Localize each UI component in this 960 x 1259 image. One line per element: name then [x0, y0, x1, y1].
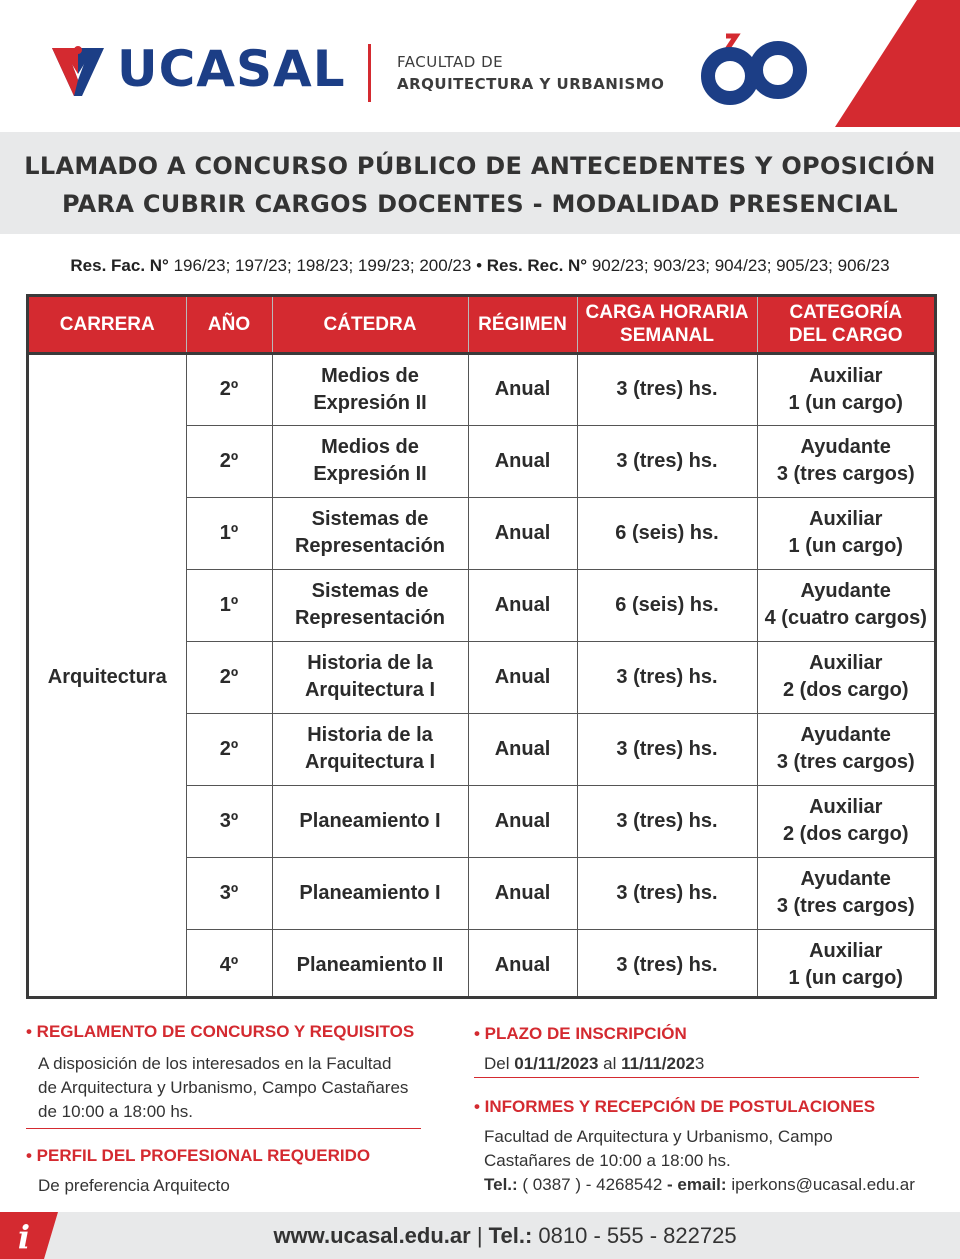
title-line-1: LLAMADO A CONCURSO PÚBLICO DE ANTECEDENTES Y OPOSICIÓN [24, 152, 936, 180]
res-fac-label: Res. Fac. N° [70, 256, 169, 275]
reglamento-text [38, 1052, 408, 1124]
informes-tel-label: Tel.: [484, 1175, 518, 1194]
cell-catedra: Planeamiento I [272, 785, 468, 857]
informes-email-label: - email: [667, 1175, 727, 1194]
cell-catedra: Historia de la Arquitectura I [272, 713, 468, 785]
cell-carga-horaria: 3 (tres) hs. [577, 857, 757, 929]
title-line-2: PARA CUBRIR CARGOS DOCENTES - MODALIDAD PRESENCIAL [62, 190, 898, 218]
reglamento-line-2: de Arquitectura y Urbanismo, Campo Castañares [38, 1078, 409, 1097]
faculty-line-2: ARQUITECTURA Y URBANISMO [397, 75, 665, 93]
plazo-del: Del [484, 1054, 510, 1073]
table-header-row [29, 297, 934, 353]
plazo-text [484, 1052, 704, 1076]
red-corner-decoration [835, 0, 960, 127]
info-badge-letter: i [17, 1218, 31, 1256]
logo-divider [368, 44, 371, 102]
header-anio: AÑO [186, 297, 272, 353]
perfil-title: • PERFIL DEL PROFESIONAL REQUERIDO [26, 1146, 371, 1165]
cell-categoria: Ayudante 3 (tres cargos) [757, 425, 934, 497]
logo-text: UCASAL [117, 40, 346, 98]
cell-regimen: Anual [468, 929, 577, 999]
cell-anio: 2º [186, 425, 272, 497]
cell-categoria: Auxiliar 2 (dos cargo) [757, 641, 934, 713]
cell-categoria: Ayudante 3 (tres cargos) [757, 857, 934, 929]
header [0, 0, 960, 132]
informes-line-2: Castañares de 10:00 a 18:00 hs. [484, 1151, 731, 1170]
cell-categoria: Auxiliar 1 (un cargo) [757, 497, 934, 569]
plazo-rule [474, 1077, 919, 1078]
res-separator: • [476, 256, 483, 275]
cell-anio: 2º [186, 713, 272, 785]
cell-catedra: Planeamiento II [272, 929, 468, 999]
plazo-title: • PLAZO DE INSCRIPCIÓN [474, 1024, 687, 1043]
cell-carga-horaria: 3 (tres) hs. [577, 425, 757, 497]
header-carrera: CARRERA [29, 297, 186, 353]
cell-regimen: Anual [468, 569, 577, 641]
cell-regimen: Anual [468, 785, 577, 857]
cell-carga-horaria: 6 (seis) hs. [577, 497, 757, 569]
cell-categoria: Ayudante 4 (cuatro cargos) [757, 569, 934, 641]
faculty-line-1: FACULTAD DE [397, 53, 504, 71]
cell-regimen: Anual [468, 857, 577, 929]
cell-anio: 1º [186, 497, 272, 569]
cell-anio: 2º [186, 353, 272, 425]
cell-catedra: Sistemas de Representación [272, 569, 468, 641]
cell-carga-horaria: 3 (tres) hs. [577, 929, 757, 999]
reglamento-title: • REGLAMENTO DE CONCURSO Y REQUISITOS [26, 1022, 415, 1041]
reglamento-line-3: de 10:00 a 18:00 hs. [38, 1102, 194, 1121]
informes-contact [484, 1173, 915, 1197]
informes-text [484, 1125, 915, 1197]
informes-title: • INFORMES Y RECEPCIÓN DE POSTULACIONES [474, 1097, 876, 1116]
anniversary-60-logo-icon [700, 30, 810, 105]
cell-carrera: Arquitectura [29, 353, 186, 999]
footer-web-link[interactable]: www.ucasal.edu.ar [273, 1223, 471, 1248]
res-rec-label: Res. Rec. N° [486, 256, 588, 275]
cell-anio: 1º [186, 569, 272, 641]
plazo-to-end: 3 [694, 1054, 705, 1073]
footer-separator: | [476, 1223, 483, 1248]
cell-carga-horaria: 6 (seis) hs. [577, 569, 757, 641]
footer-tel-value: 0810 - 555 - 822725 [538, 1223, 737, 1248]
cell-regimen: Anual [468, 425, 577, 497]
cell-catedra: Medios de Expresión II [272, 425, 468, 497]
cell-regimen: Anual [468, 641, 577, 713]
cell-categoria: Auxiliar 1 (un cargo) [788, 940, 903, 990]
header-categoria: CATEGORÍA DEL CARGO [757, 297, 934, 353]
header-carga-horaria: CARGA HORARIA SEMANAL [577, 297, 757, 353]
cell-anio: 3º [186, 857, 272, 929]
header-catedra: CÁTEDRA [272, 297, 468, 353]
cell-categoria: Auxiliar 2 (dos cargo) [757, 785, 934, 857]
res-fac-values: 196/23; 197/23; 198/23; 199/23; 200/23 [173, 256, 472, 275]
cell-carga-horaria: 3 (tres) hs. [577, 785, 757, 857]
cell-carga-horaria: 3 (tres) hs. [577, 353, 757, 425]
table-row [29, 353, 934, 425]
cell-catedra: Historia de la Arquitectura I [272, 641, 468, 713]
plazo-al: al [603, 1054, 617, 1073]
reglamento-rule [26, 1128, 421, 1129]
cell-carga-horaria: 3 (tres) hs. [577, 641, 757, 713]
ucasal-shield-icon [52, 44, 104, 96]
cell-carga-horaria: 3 (tres) hs. [577, 713, 757, 785]
positions-table [26, 294, 937, 999]
perfil-text: De preferencia Arquitecto [38, 1176, 230, 1195]
informes-email-link[interactable]: iperkons@ucasal.edu.ar [731, 1175, 915, 1194]
cell-regimen: Anual [468, 353, 577, 425]
plazo-from: 01/11/2023 [514, 1054, 599, 1073]
cell-catedra: Planeamiento I [272, 857, 468, 929]
cell-categoria: Auxiliar 1 (un cargo) [757, 353, 934, 425]
cell-regimen: Anual [468, 713, 577, 785]
cell-catedra: Medios de Expresión II [272, 353, 468, 425]
informes-line-1: Facultad de Arquitectura y Urbanismo, Campo [484, 1127, 833, 1146]
header-regimen: RÉGIMEN [468, 297, 577, 353]
faculty-name [397, 53, 664, 93]
informes-tel-value: ( 0387 ) - 4268542 [522, 1175, 663, 1194]
cell-anio: 2º [186, 641, 272, 713]
title-band [0, 132, 960, 234]
plazo-to: 11/11/202 [621, 1054, 695, 1073]
footer-tel-label: Tel.: [488, 1223, 533, 1248]
res-rec-values: 902/23; 903/23; 904/23; 905/23; 906/23 [591, 256, 890, 275]
cell-catedra: Sistemas de Representación [272, 497, 468, 569]
footer-contact [0, 1223, 960, 1249]
cell-categoria: Ayudante 3 (tres cargos) [757, 713, 934, 785]
cell-anio: 3º [186, 785, 272, 857]
cell-anio: 4º [186, 929, 272, 999]
cell-regimen: Anual [468, 497, 577, 569]
reglamento-line-1: A disposición de los interesados en la Facultad [38, 1054, 392, 1073]
resolutions-line [0, 256, 960, 276]
